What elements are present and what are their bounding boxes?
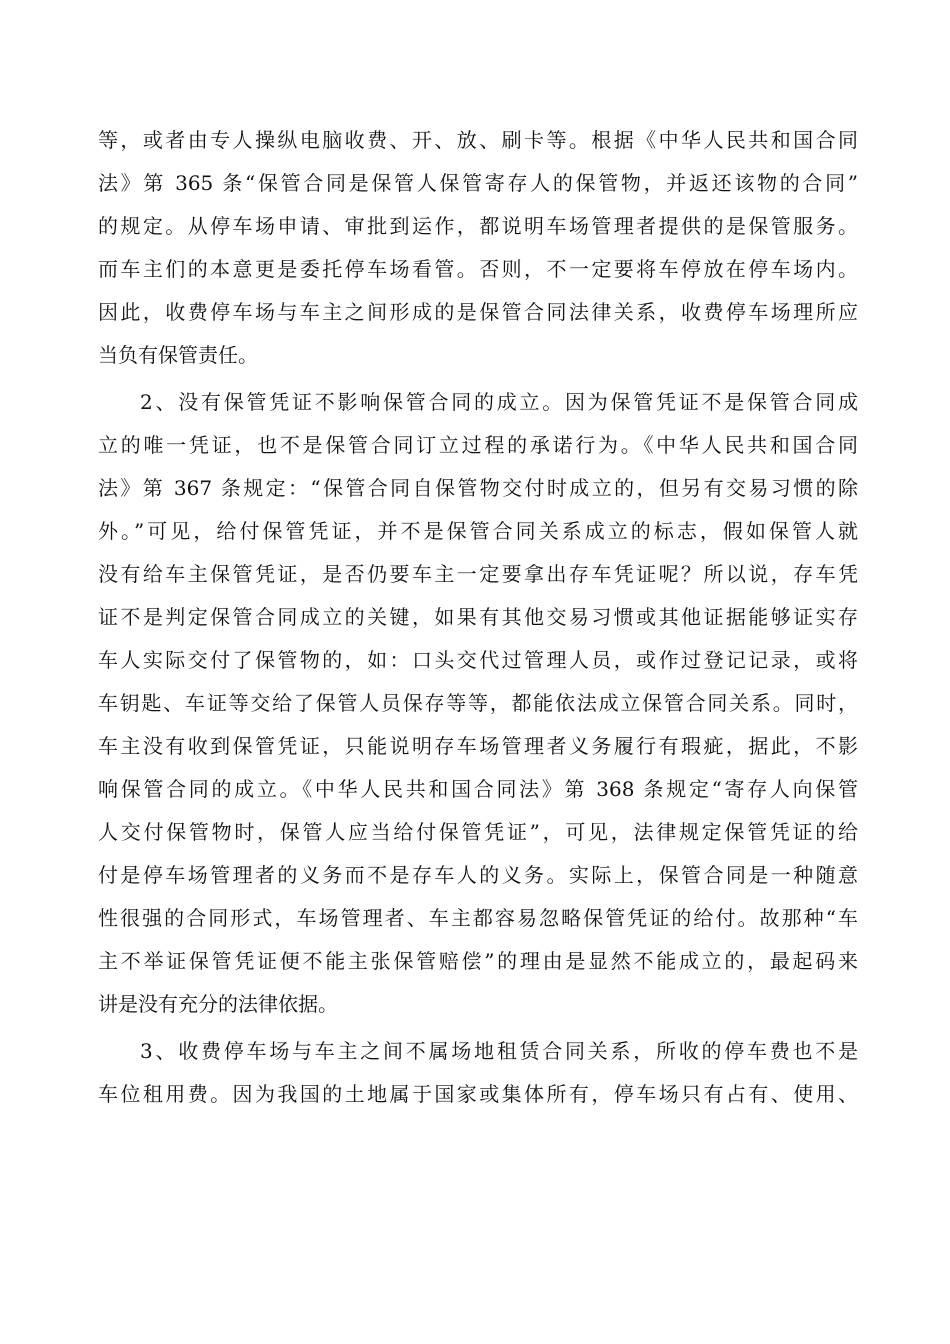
text-line: 当负有保管责任。 (98, 343, 258, 367)
text-line: 响保管合同的成立。《中华人民共和国合同法》第 368 条规定“寄存人向保管 (98, 777, 858, 801)
text-line: 而车主们的本意更是委托停车场看管。否则，不一定要将车停放在停车场内。 (98, 257, 858, 281)
text-line: 因此，收费停车场与车主之间形成的是保管合同法律关系，收费停车场理所应 (98, 300, 858, 324)
text-line: 车人实际交付了保管物的，如：口头交代过管理人员，或作过登记记录，或将 (98, 648, 858, 672)
text-line: 没有给车主保管凭证，是否仍要车主一定要拿出存车凭证呢？所以说，存车凭 (98, 562, 858, 586)
text-line: 人交付保管物时，保管人应当给付保管凭证”，可见，法律规定保管凭证的给 (98, 820, 858, 844)
text-line: 法》第 367 条规定：“保管合同自保管物交付时成立的，但另有交易习惯的除 (98, 476, 858, 500)
text-line: 的规定。从停车场申请、审批到运作，都说明车场管理者提供的是保管服务。 (98, 214, 858, 238)
text-line: 2、没有保管凭证不影响保管合同的成立。因为保管凭证不是保管合同成 (140, 390, 858, 414)
text-line: 外。”可见，给付保管凭证，并不是保管合同关系成立的标志，假如保管人就 (98, 519, 858, 543)
text-line: 车主没有收到保管凭证，只能说明存车场管理者义务履行有瑕疵，据此，不影 (98, 734, 858, 758)
text-line: 付是停车场管理者的义务而不是存车人的义务。实际上，保管合同是一种随意 (98, 863, 858, 887)
text-line: 主不举证保管凭证便不能主张保管赔偿”的理由是显然不能成立的，最起码来 (98, 949, 858, 973)
text-line: 讲是没有充分的法律依据。 (98, 992, 338, 1016)
text-line: 法》第 365 条“保管合同是保管人保管寄存人的保管物，并返还该物的合同” (98, 171, 858, 195)
text-line: 等，或者由专人操纵电脑收费、开、放、刷卡等。根据《中华人民共和国合同 (98, 128, 858, 152)
text-line: 性很强的合同形式，车场管理者、车主都容易忽略保管凭证的给付。故那种“车 (98, 906, 858, 930)
text-line: 立的唯一凭证，也不是保管合同订立过程的承诺行为。《中华人民共和国合同 (98, 433, 858, 457)
text-line: 车位租用费。因为我国的土地属于国家或集体所有，停车场只有占有、使用、 (98, 1082, 858, 1106)
text-line: 3、收费停车场与车主之间不属场地租赁合同关系，所收的停车费也不是 (140, 1039, 858, 1063)
text-line: 车钥匙、车证等交给了保管人员保存等等，都能依法成立保管合同关系。同时， (98, 691, 858, 715)
text-line: 证不是判定保管合同成立的关键，如果有其他交易习惯或其他证据能够证实存 (98, 605, 858, 629)
